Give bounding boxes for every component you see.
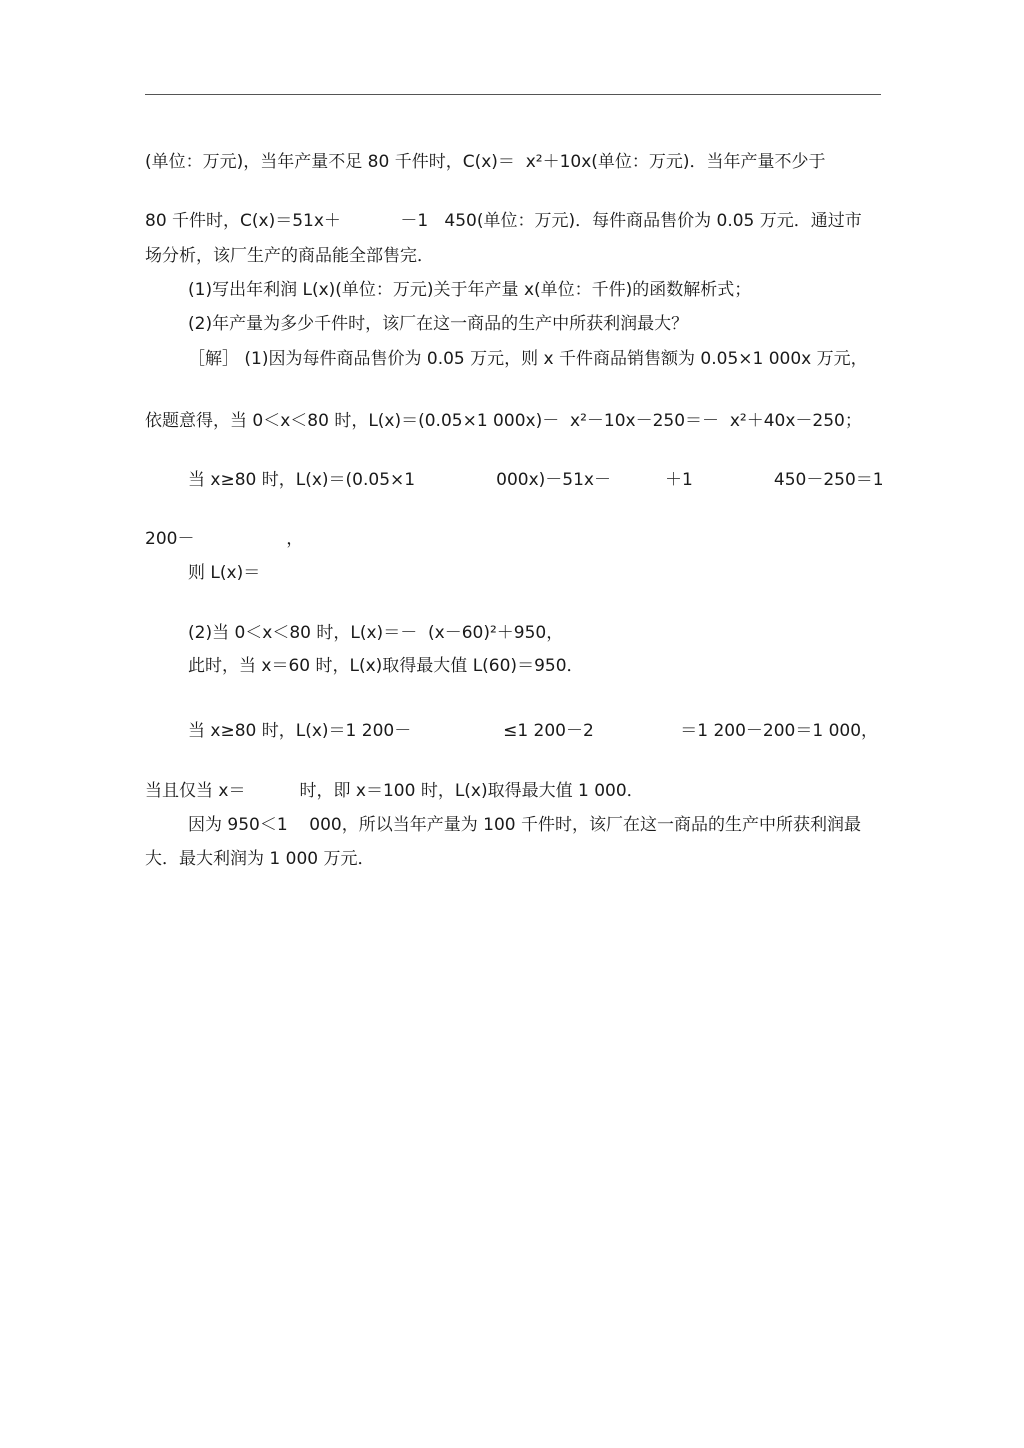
conclusion-line-1: 因为 950＜1 000，所以当年产量为 100 千件时，该厂在这一商品的生产中所获利润最 bbox=[188, 815, 861, 835]
text-line-3: 场分析，该厂生产的商品能全部售完． bbox=[145, 246, 434, 266]
text-line-2: 80 千件时，C(x)＝51x＋ －1 450(单位：万元)．每件商品售价为 0.05 万元．通过市 bbox=[145, 211, 862, 231]
text-line-1: (单位：万元)，当年产量不足 80 千件时，C(x)＝ x²＋10x(单位：万元)．当年产量不少于 bbox=[145, 152, 826, 172]
question-2: (2)年产量为多少千件时，该厂在这一商品的生产中所获利润最大？ bbox=[188, 314, 689, 334]
solution-line-2: 依题意得，当 0＜x＜80 时，L(x)＝(0.05×1 000x)－ x²－10x－250＝－ x²＋40x－250； bbox=[145, 411, 862, 431]
part2-line-4: 当且仅当 x＝ 时，即 x＝100 时，L(x)取得最大值 1 000． bbox=[145, 781, 644, 801]
piecewise-definition: 则 L(x)＝ bbox=[188, 563, 261, 583]
question-1: (1)写出年利润 L(x)(单位：万元)关于年产量 x(单位：千件)的函数解析式； bbox=[188, 280, 752, 300]
solution-line-4: 200－ ， bbox=[145, 529, 304, 549]
solution-line-1: ［解］ (1)因为每件商品售价为 0.05 万元，则 x 千件商品销售额为 0.05×1 000x 万元， bbox=[188, 349, 868, 369]
part2-line-1: (2)当 0＜x＜80 时，L(x)＝－ (x－60)²＋950， bbox=[188, 623, 564, 643]
header-rule bbox=[145, 94, 881, 95]
solution-line-3: 当 x≥80 时，L(x)＝(0.05×1 000x)－51x－ ＋1 450－250＝1 bbox=[188, 470, 884, 490]
part2-line-2: 此时，当 x＝60 时，L(x)取得最大值 L(60)＝950． bbox=[188, 656, 584, 676]
conclusion-line-2: 大．最大利润为 1 000 万元． bbox=[145, 849, 375, 869]
part2-line-3: 当 x≥80 时，L(x)＝1 200－ ≤1 200－2 ＝1 200－200＝1 000， bbox=[188, 721, 879, 741]
